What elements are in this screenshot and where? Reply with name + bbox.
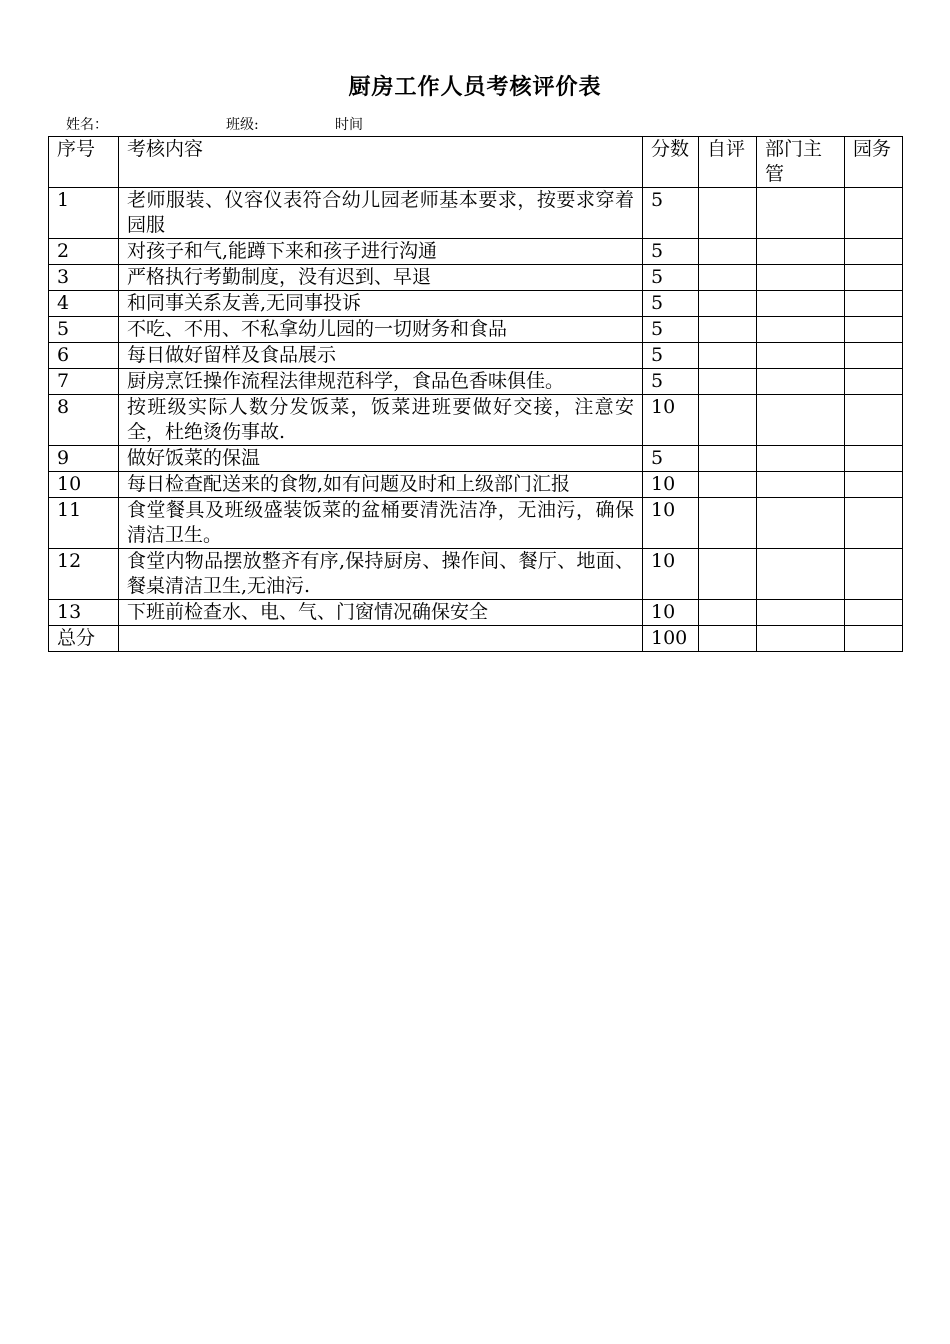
header-content: 考核内容 <box>119 137 643 188</box>
row-self-eval-cell[interactable] <box>699 265 757 291</box>
table-row <box>49 472 903 498</box>
row-content: 不吃、不用、不私拿幼儿园的一切财务和食品 <box>119 317 643 343</box>
row-content: 食堂餐具及班级盛装饭菜的盆桶要清洗洁净，无油污，确保清洁卫生。 <box>119 498 643 549</box>
row-dept-manager-cell[interactable] <box>757 498 845 549</box>
table-row <box>49 188 903 239</box>
row-content: 食堂内物品摆放整齐有序,保持厨房、操作间、餐厅、地面、餐桌清洁卫生,无油污. <box>119 549 643 600</box>
row-content: 和同事关系友善,无同事投诉 <box>119 291 643 317</box>
table-row <box>49 498 903 549</box>
row-self-eval-cell[interactable] <box>699 600 757 626</box>
name-label: 姓名： <box>66 117 108 133</box>
row-score: 5 <box>643 343 699 369</box>
table-row <box>49 317 903 343</box>
row-garden-affairs-cell[interactable] <box>845 446 903 472</box>
row-self-eval-cell[interactable] <box>699 239 757 265</box>
row-score: 10 <box>643 600 699 626</box>
row-score: 5 <box>643 239 699 265</box>
header-garden-affairs: 园务 <box>845 137 903 188</box>
row-content: 严格执行考勤制度，没有迟到、早退 <box>119 265 643 291</box>
row-self-eval-cell[interactable] <box>699 549 757 600</box>
time-label: 时间 <box>335 117 363 133</box>
table-row <box>49 265 903 291</box>
row-dept-manager-cell[interactable] <box>757 188 845 239</box>
row-garden-affairs-cell[interactable] <box>845 343 903 369</box>
row-garden-affairs-cell[interactable] <box>845 317 903 343</box>
header-seq: 序号 <box>49 137 119 188</box>
info-row <box>0 114 950 134</box>
row-score: 10 <box>643 549 699 600</box>
row-garden-affairs-cell[interactable] <box>845 265 903 291</box>
row-dept-manager-cell[interactable] <box>757 472 845 498</box>
row-number: 1 <box>49 188 119 239</box>
row-garden-affairs-cell[interactable] <box>845 369 903 395</box>
row-dept-manager-cell[interactable] <box>757 395 845 446</box>
header-score: 分数 <box>643 137 699 188</box>
row-self-eval-cell[interactable] <box>699 472 757 498</box>
row-number: 13 <box>49 600 119 626</box>
row-dept-manager-cell[interactable] <box>757 317 845 343</box>
row-content: 对孩子和气,能蹲下来和孩子进行沟通 <box>119 239 643 265</box>
row-number: 9 <box>49 446 119 472</box>
row-score: 5 <box>643 265 699 291</box>
row-score: 10 <box>643 498 699 549</box>
row-garden-affairs-cell[interactable] <box>845 239 903 265</box>
row-number: 5 <box>49 317 119 343</box>
header-self-eval: 自评 <box>699 137 757 188</box>
row-score: 5 <box>643 446 699 472</box>
row-score: 5 <box>643 369 699 395</box>
row-garden-affairs-cell[interactable] <box>845 291 903 317</box>
row-number: 2 <box>49 239 119 265</box>
row-content: 下班前检查水、电、气、门窗情况确保安全 <box>119 600 643 626</box>
total-content-cell <box>119 626 643 652</box>
table-row <box>49 446 903 472</box>
table-row <box>49 395 903 446</box>
row-garden-affairs-cell[interactable] <box>845 472 903 498</box>
row-garden-affairs-cell[interactable] <box>845 600 903 626</box>
row-number: 6 <box>49 343 119 369</box>
row-dept-manager-cell[interactable] <box>757 291 845 317</box>
row-self-eval-cell[interactable] <box>699 188 757 239</box>
row-dept-manager-cell[interactable] <box>757 343 845 369</box>
evaluation-table <box>48 136 903 652</box>
row-garden-affairs-cell[interactable] <box>845 498 903 549</box>
row-self-eval-cell[interactable] <box>699 291 757 317</box>
row-dept-manager-cell[interactable] <box>757 549 845 600</box>
row-content: 按班级实际人数分发饭菜，饭菜进班要做好交接，注意安全，杜绝烫伤事故. <box>119 395 643 446</box>
total-row <box>49 626 903 652</box>
row-self-eval-cell[interactable] <box>699 446 757 472</box>
row-content: 老师服装、仪容仪表符合幼儿园老师基本要求，按要求穿着园服 <box>119 188 643 239</box>
row-content: 每日检查配送来的食物,如有问题及时和上级部门汇报 <box>119 472 643 498</box>
row-number: 7 <box>49 369 119 395</box>
total-label: 总分 <box>49 626 119 652</box>
row-self-eval-cell[interactable] <box>699 498 757 549</box>
row-number: 3 <box>49 265 119 291</box>
table-header-row <box>49 137 903 188</box>
row-number: 10 <box>49 472 119 498</box>
page-title: 厨房工作人员考核评价表 <box>348 74 602 100</box>
row-score: 10 <box>643 472 699 498</box>
total-self-eval-cell[interactable] <box>699 626 757 652</box>
row-number: 12 <box>49 549 119 600</box>
row-number: 4 <box>49 291 119 317</box>
table-row <box>49 239 903 265</box>
table-row <box>49 343 903 369</box>
row-self-eval-cell[interactable] <box>699 343 757 369</box>
row-score: 10 <box>643 395 699 446</box>
row-garden-affairs-cell[interactable] <box>845 188 903 239</box>
row-content: 厨房烹饪操作流程法律规范科学，食品色香味俱佳。 <box>119 369 643 395</box>
table-row <box>49 291 903 317</box>
row-dept-manager-cell[interactable] <box>757 265 845 291</box>
row-number: 8 <box>49 395 119 446</box>
total-garden-affairs-cell[interactable] <box>845 626 903 652</box>
table-row <box>49 549 903 600</box>
row-self-eval-cell[interactable] <box>699 317 757 343</box>
row-score: 5 <box>643 188 699 239</box>
row-dept-manager-cell[interactable] <box>757 600 845 626</box>
row-dept-manager-cell[interactable] <box>757 239 845 265</box>
row-garden-affairs-cell[interactable] <box>845 549 903 600</box>
row-score: 5 <box>643 291 699 317</box>
class-label: 班级: <box>226 117 259 133</box>
row-number: 11 <box>49 498 119 549</box>
total-dept-manager-cell[interactable] <box>757 626 845 652</box>
row-self-eval-cell[interactable] <box>699 395 757 446</box>
row-content: 每日做好留样及食品展示 <box>119 343 643 369</box>
row-content: 做好饭菜的保温 <box>119 446 643 472</box>
row-dept-manager-cell[interactable] <box>757 369 845 395</box>
header-dept-manager: 部门主管 <box>757 137 845 188</box>
total-score: 100 <box>643 626 699 652</box>
row-self-eval-cell[interactable] <box>699 369 757 395</box>
row-dept-manager-cell[interactable] <box>757 446 845 472</box>
table-row <box>49 369 903 395</box>
row-score: 5 <box>643 317 699 343</box>
table-row <box>49 600 903 626</box>
row-garden-affairs-cell[interactable] <box>845 395 903 446</box>
